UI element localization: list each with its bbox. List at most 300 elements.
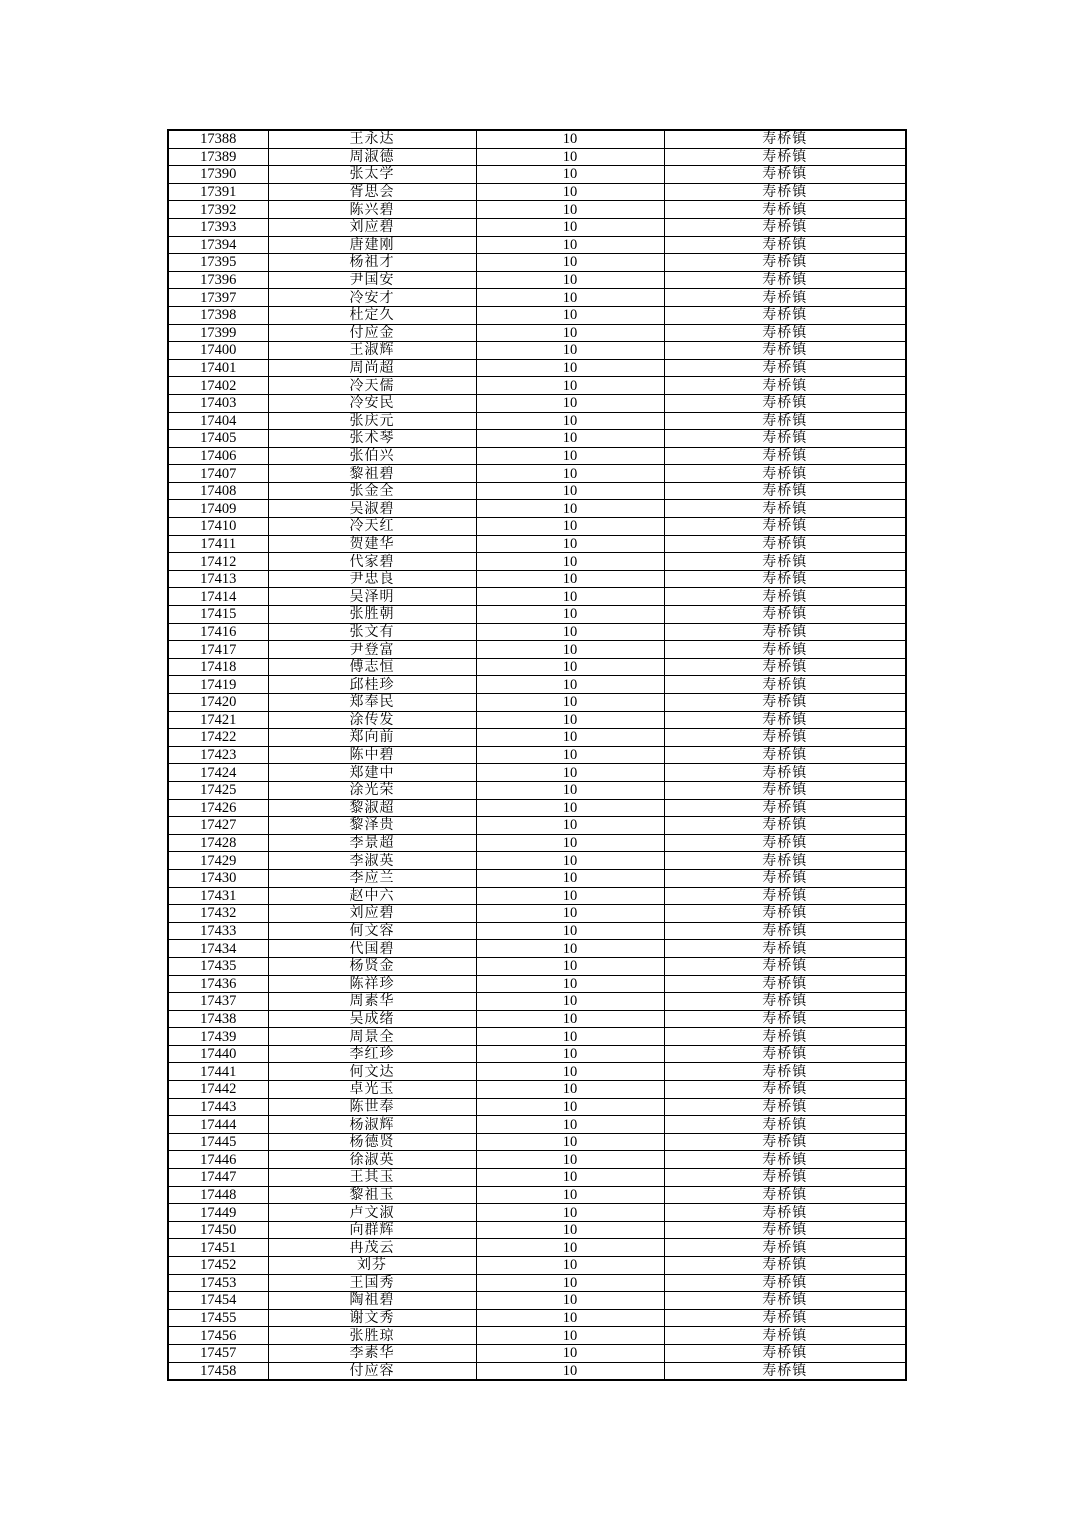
- cell-amount: 10: [476, 412, 664, 430]
- table-row: [168, 430, 906, 448]
- cell-town: 寿桥镇: [664, 711, 906, 729]
- cell-id: 17436: [168, 975, 268, 993]
- cell-id: 17403: [168, 394, 268, 412]
- cell-id: 17458: [168, 1362, 268, 1380]
- table-row: [168, 764, 906, 782]
- cell-amount: 10: [476, 166, 664, 184]
- cell-amount: 10: [476, 1010, 664, 1028]
- table-row: [168, 359, 906, 377]
- cell-town: 寿桥镇: [664, 183, 906, 201]
- cell-amount: 10: [476, 359, 664, 377]
- cell-id: 17433: [168, 922, 268, 940]
- cell-id: 17416: [168, 623, 268, 641]
- cell-town: 寿桥镇: [664, 887, 906, 905]
- table-row: [168, 218, 906, 236]
- cell-town: 寿桥镇: [664, 1045, 906, 1063]
- cell-town: 寿桥镇: [664, 342, 906, 360]
- roster-table: [167, 129, 907, 1381]
- cell-name: 杜定久: [268, 306, 476, 324]
- cell-town: 寿桥镇: [664, 1344, 906, 1362]
- cell-amount: 10: [476, 430, 664, 448]
- table-row: [168, 1186, 906, 1204]
- table-row: [168, 1063, 906, 1081]
- cell-amount: 10: [476, 1133, 664, 1151]
- cell-town: 寿桥镇: [664, 306, 906, 324]
- cell-id: 17390: [168, 166, 268, 184]
- cell-name: 卓光玉: [268, 1081, 476, 1099]
- cell-id: 17446: [168, 1151, 268, 1169]
- table-row: [168, 254, 906, 272]
- cell-name: 周尚超: [268, 359, 476, 377]
- table-row: [168, 1169, 906, 1187]
- table-row: [168, 1133, 906, 1151]
- cell-town: 寿桥镇: [664, 993, 906, 1011]
- cell-amount: 10: [476, 641, 664, 659]
- cell-name: 赵中六: [268, 887, 476, 905]
- cell-id: 17414: [168, 588, 268, 606]
- cell-id: 17427: [168, 817, 268, 835]
- cell-id: 17396: [168, 271, 268, 289]
- cell-id: 17444: [168, 1116, 268, 1134]
- cell-id: 17418: [168, 658, 268, 676]
- cell-name: 冷安民: [268, 394, 476, 412]
- cell-amount: 10: [476, 201, 664, 219]
- cell-town: 寿桥镇: [664, 746, 906, 764]
- cell-name: 周素华: [268, 993, 476, 1011]
- cell-id: 17455: [168, 1309, 268, 1327]
- cell-id: 17434: [168, 940, 268, 958]
- table-row: [168, 887, 906, 905]
- cell-amount: 10: [476, 553, 664, 571]
- cell-amount: 10: [476, 588, 664, 606]
- cell-town: 寿桥镇: [664, 817, 906, 835]
- table-row: [168, 553, 906, 571]
- cell-id: 17445: [168, 1133, 268, 1151]
- cell-name: 吴泽明: [268, 588, 476, 606]
- cell-town: 寿桥镇: [664, 1169, 906, 1187]
- cell-id: 17424: [168, 764, 268, 782]
- cell-id: 17419: [168, 676, 268, 694]
- cell-name: 贺建华: [268, 535, 476, 553]
- cell-town: 寿桥镇: [664, 1063, 906, 1081]
- cell-id: 17408: [168, 482, 268, 500]
- table-row: [168, 148, 906, 166]
- cell-id: 17415: [168, 606, 268, 624]
- cell-town: 寿桥镇: [664, 623, 906, 641]
- cell-town: 寿桥镇: [664, 430, 906, 448]
- cell-amount: 10: [476, 394, 664, 412]
- cell-id: 17422: [168, 729, 268, 747]
- cell-amount: 10: [476, 254, 664, 272]
- cell-town: 寿桥镇: [664, 1151, 906, 1169]
- table-row: [168, 869, 906, 887]
- table-row: [168, 957, 906, 975]
- cell-name: 黎祖玉: [268, 1186, 476, 1204]
- cell-town: 寿桥镇: [664, 130, 906, 148]
- cell-town: 寿桥镇: [664, 694, 906, 712]
- cell-name: 冷天红: [268, 518, 476, 536]
- cell-town: 寿桥镇: [664, 465, 906, 483]
- cell-name: 李淑英: [268, 852, 476, 870]
- cell-amount: 10: [476, 922, 664, 940]
- cell-name: 王淑辉: [268, 342, 476, 360]
- cell-id: 17437: [168, 993, 268, 1011]
- cell-name: 刘芬: [268, 1257, 476, 1275]
- cell-id: 17453: [168, 1274, 268, 1292]
- cell-name: 李景超: [268, 834, 476, 852]
- cell-amount: 10: [476, 236, 664, 254]
- cell-amount: 10: [476, 1327, 664, 1345]
- cell-name: 张胜琼: [268, 1327, 476, 1345]
- cell-name: 涂传发: [268, 711, 476, 729]
- cell-name: 李素华: [268, 1344, 476, 1362]
- cell-name: 何文达: [268, 1063, 476, 1081]
- cell-amount: 10: [476, 623, 664, 641]
- cell-town: 寿桥镇: [664, 482, 906, 500]
- cell-name: 陈世奉: [268, 1098, 476, 1116]
- cell-id: 17428: [168, 834, 268, 852]
- cell-town: 寿桥镇: [664, 588, 906, 606]
- cell-name: 何文容: [268, 922, 476, 940]
- table-row: [168, 1362, 906, 1380]
- cell-town: 寿桥镇: [664, 1221, 906, 1239]
- cell-amount: 10: [476, 271, 664, 289]
- cell-town: 寿桥镇: [664, 975, 906, 993]
- cell-id: 17440: [168, 1045, 268, 1063]
- cell-amount: 10: [476, 535, 664, 553]
- cell-amount: 10: [476, 1186, 664, 1204]
- cell-town: 寿桥镇: [664, 500, 906, 518]
- table-row: [168, 641, 906, 659]
- table-row: [168, 658, 906, 676]
- table-row: [168, 271, 906, 289]
- cell-name: 杨德贤: [268, 1133, 476, 1151]
- cell-town: 寿桥镇: [664, 218, 906, 236]
- cell-town: 寿桥镇: [664, 236, 906, 254]
- cell-town: 寿桥镇: [664, 1239, 906, 1257]
- cell-id: 17391: [168, 183, 268, 201]
- cell-name: 刘应碧: [268, 218, 476, 236]
- cell-amount: 10: [476, 1169, 664, 1187]
- cell-amount: 10: [476, 764, 664, 782]
- cell-town: 寿桥镇: [664, 1116, 906, 1134]
- cell-name: 郑向前: [268, 729, 476, 747]
- cell-amount: 10: [476, 148, 664, 166]
- cell-town: 寿桥镇: [664, 658, 906, 676]
- cell-amount: 10: [476, 781, 664, 799]
- cell-amount: 10: [476, 1221, 664, 1239]
- table-row: [168, 447, 906, 465]
- cell-town: 寿桥镇: [664, 359, 906, 377]
- cell-town: 寿桥镇: [664, 1133, 906, 1151]
- cell-amount: 10: [476, 940, 664, 958]
- cell-id: 17392: [168, 201, 268, 219]
- table-row: [168, 342, 906, 360]
- table-row: [168, 1344, 906, 1362]
- cell-amount: 10: [476, 447, 664, 465]
- table-row: [168, 781, 906, 799]
- cell-id: 17429: [168, 852, 268, 870]
- cell-id: 17389: [168, 148, 268, 166]
- cell-id: 17447: [168, 1169, 268, 1187]
- cell-amount: 10: [476, 1344, 664, 1362]
- cell-amount: 10: [476, 1292, 664, 1310]
- table-row: [168, 1327, 906, 1345]
- cell-name: 张胜朝: [268, 606, 476, 624]
- cell-name: 郑奉民: [268, 694, 476, 712]
- cell-id: 17452: [168, 1257, 268, 1275]
- cell-amount: 10: [476, 905, 664, 923]
- cell-id: 17393: [168, 218, 268, 236]
- cell-town: 寿桥镇: [664, 447, 906, 465]
- cell-town: 寿桥镇: [664, 166, 906, 184]
- cell-amount: 10: [476, 729, 664, 747]
- table-row: [168, 289, 906, 307]
- cell-name: 尹登富: [268, 641, 476, 659]
- cell-amount: 10: [476, 817, 664, 835]
- cell-town: 寿桥镇: [664, 201, 906, 219]
- table-row: [168, 1098, 906, 1116]
- table-row: [168, 940, 906, 958]
- cell-amount: 10: [476, 606, 664, 624]
- cell-id: 17443: [168, 1098, 268, 1116]
- cell-town: 寿桥镇: [664, 1292, 906, 1310]
- table-row: [168, 588, 906, 606]
- cell-amount: 10: [476, 465, 664, 483]
- cell-amount: 10: [476, 570, 664, 588]
- cell-amount: 10: [476, 1028, 664, 1046]
- cell-town: 寿桥镇: [664, 1204, 906, 1222]
- table-row: [168, 1028, 906, 1046]
- cell-amount: 10: [476, 482, 664, 500]
- cell-name: 陈中碧: [268, 746, 476, 764]
- cell-name: 傅志恒: [268, 658, 476, 676]
- cell-town: 寿桥镇: [664, 1186, 906, 1204]
- cell-id: 17411: [168, 535, 268, 553]
- table-row: [168, 236, 906, 254]
- cell-amount: 10: [476, 1362, 664, 1380]
- cell-id: 17405: [168, 430, 268, 448]
- cell-name: 张文有: [268, 623, 476, 641]
- cell-amount: 10: [476, 957, 664, 975]
- cell-id: 17449: [168, 1204, 268, 1222]
- cell-amount: 10: [476, 852, 664, 870]
- cell-town: 寿桥镇: [664, 676, 906, 694]
- table-row: [168, 676, 906, 694]
- cell-id: 17401: [168, 359, 268, 377]
- cell-id: 17438: [168, 1010, 268, 1028]
- cell-id: 17426: [168, 799, 268, 817]
- cell-id: 17423: [168, 746, 268, 764]
- cell-name: 冷天儒: [268, 377, 476, 395]
- cell-town: 寿桥镇: [664, 764, 906, 782]
- roster-table-body: [168, 130, 906, 1380]
- cell-name: 张太学: [268, 166, 476, 184]
- cell-amount: 10: [476, 834, 664, 852]
- cell-town: 寿桥镇: [664, 940, 906, 958]
- cell-town: 寿桥镇: [664, 799, 906, 817]
- cell-name: 付应容: [268, 1362, 476, 1380]
- table-row: [168, 394, 906, 412]
- table-row: [168, 482, 906, 500]
- cell-id: 17388: [168, 130, 268, 148]
- cell-name: 黎泽贵: [268, 817, 476, 835]
- table-row: [168, 623, 906, 641]
- table-row: [168, 817, 906, 835]
- cell-town: 寿桥镇: [664, 1362, 906, 1380]
- table-row: [168, 1221, 906, 1239]
- table-row: [168, 1239, 906, 1257]
- cell-amount: 10: [476, 975, 664, 993]
- cell-id: 17406: [168, 447, 268, 465]
- cell-town: 寿桥镇: [664, 1098, 906, 1116]
- cell-id: 17394: [168, 236, 268, 254]
- cell-amount: 10: [476, 746, 664, 764]
- cell-town: 寿桥镇: [664, 535, 906, 553]
- table-row: [168, 694, 906, 712]
- cell-town: 寿桥镇: [664, 289, 906, 307]
- cell-id: 17417: [168, 641, 268, 659]
- cell-name: 代家碧: [268, 553, 476, 571]
- cell-town: 寿桥镇: [664, 553, 906, 571]
- cell-town: 寿桥镇: [664, 518, 906, 536]
- cell-name: 黎祖碧: [268, 465, 476, 483]
- table-row: [168, 852, 906, 870]
- cell-amount: 10: [476, 324, 664, 342]
- cell-amount: 10: [476, 676, 664, 694]
- cell-town: 寿桥镇: [664, 606, 906, 624]
- cell-amount: 10: [476, 1239, 664, 1257]
- cell-amount: 10: [476, 289, 664, 307]
- cell-amount: 10: [476, 1081, 664, 1099]
- cell-id: 17402: [168, 377, 268, 395]
- cell-id: 17430: [168, 869, 268, 887]
- table-row: [168, 834, 906, 852]
- cell-town: 寿桥镇: [664, 781, 906, 799]
- cell-name: 冷安才: [268, 289, 476, 307]
- cell-amount: 10: [476, 799, 664, 817]
- table-row: [168, 465, 906, 483]
- cell-id: 17407: [168, 465, 268, 483]
- cell-id: 17450: [168, 1221, 268, 1239]
- cell-name: 卢文淑: [268, 1204, 476, 1222]
- cell-name: 唐建刚: [268, 236, 476, 254]
- cell-amount: 10: [476, 183, 664, 201]
- table-row: [168, 799, 906, 817]
- cell-town: 寿桥镇: [664, 1257, 906, 1275]
- cell-id: 17456: [168, 1327, 268, 1345]
- cell-town: 寿桥镇: [664, 324, 906, 342]
- table-row: [168, 1274, 906, 1292]
- cell-name: 杨贤金: [268, 957, 476, 975]
- table-row: [168, 1081, 906, 1099]
- cell-name: 王其玉: [268, 1169, 476, 1187]
- cell-id: 17441: [168, 1063, 268, 1081]
- cell-name: 邱桂珍: [268, 676, 476, 694]
- cell-name: 张庆元: [268, 412, 476, 430]
- cell-name: 尹国安: [268, 271, 476, 289]
- table-row: [168, 1257, 906, 1275]
- cell-amount: 10: [476, 1257, 664, 1275]
- table-row: [168, 975, 906, 993]
- cell-id: 17399: [168, 324, 268, 342]
- cell-amount: 10: [476, 130, 664, 148]
- table-row: [168, 1204, 906, 1222]
- cell-name: 吴淑碧: [268, 500, 476, 518]
- table-row: [168, 324, 906, 342]
- cell-name: 涂光荣: [268, 781, 476, 799]
- cell-town: 寿桥镇: [664, 377, 906, 395]
- table-row: [168, 1292, 906, 1310]
- table-row: [168, 905, 906, 923]
- cell-name: 徐淑英: [268, 1151, 476, 1169]
- cell-town: 寿桥镇: [664, 1010, 906, 1028]
- table-row: [168, 518, 906, 536]
- cell-amount: 10: [476, 1309, 664, 1327]
- cell-id: 17400: [168, 342, 268, 360]
- cell-town: 寿桥镇: [664, 394, 906, 412]
- cell-name: 张术琴: [268, 430, 476, 448]
- cell-town: 寿桥镇: [664, 641, 906, 659]
- cell-id: 17442: [168, 1081, 268, 1099]
- cell-id: 17439: [168, 1028, 268, 1046]
- cell-name: 陈兴碧: [268, 201, 476, 219]
- cell-name: 周景全: [268, 1028, 476, 1046]
- cell-town: 寿桥镇: [664, 957, 906, 975]
- table-row: [168, 500, 906, 518]
- cell-name: 张伯兴: [268, 447, 476, 465]
- cell-id: 17397: [168, 289, 268, 307]
- cell-id: 17425: [168, 781, 268, 799]
- cell-name: 王国秀: [268, 1274, 476, 1292]
- cell-name: 付应金: [268, 324, 476, 342]
- cell-town: 寿桥镇: [664, 570, 906, 588]
- cell-name: 杨祖才: [268, 254, 476, 272]
- cell-town: 寿桥镇: [664, 834, 906, 852]
- cell-town: 寿桥镇: [664, 1327, 906, 1345]
- table-row: [168, 1309, 906, 1327]
- cell-amount: 10: [476, 694, 664, 712]
- cell-id: 17395: [168, 254, 268, 272]
- cell-town: 寿桥镇: [664, 922, 906, 940]
- cell-name: 李红珍: [268, 1045, 476, 1063]
- table-row: [168, 570, 906, 588]
- cell-amount: 10: [476, 658, 664, 676]
- cell-amount: 10: [476, 1063, 664, 1081]
- cell-id: 17435: [168, 957, 268, 975]
- cell-amount: 10: [476, 1116, 664, 1134]
- table-row: [168, 606, 906, 624]
- cell-town: 寿桥镇: [664, 1274, 906, 1292]
- cell-id: 17409: [168, 500, 268, 518]
- cell-town: 寿桥镇: [664, 148, 906, 166]
- table-row: [168, 412, 906, 430]
- table-row: [168, 535, 906, 553]
- cell-name: 王永达: [268, 130, 476, 148]
- table-row: [168, 377, 906, 395]
- table-row: [168, 746, 906, 764]
- cell-amount: 10: [476, 869, 664, 887]
- cell-id: 17421: [168, 711, 268, 729]
- cell-amount: 10: [476, 306, 664, 324]
- table-row: [168, 1116, 906, 1134]
- cell-name: 冉茂云: [268, 1239, 476, 1257]
- cell-name: 黎淑超: [268, 799, 476, 817]
- cell-id: 17410: [168, 518, 268, 536]
- cell-town: 寿桥镇: [664, 869, 906, 887]
- cell-town: 寿桥镇: [664, 254, 906, 272]
- cell-town: 寿桥镇: [664, 852, 906, 870]
